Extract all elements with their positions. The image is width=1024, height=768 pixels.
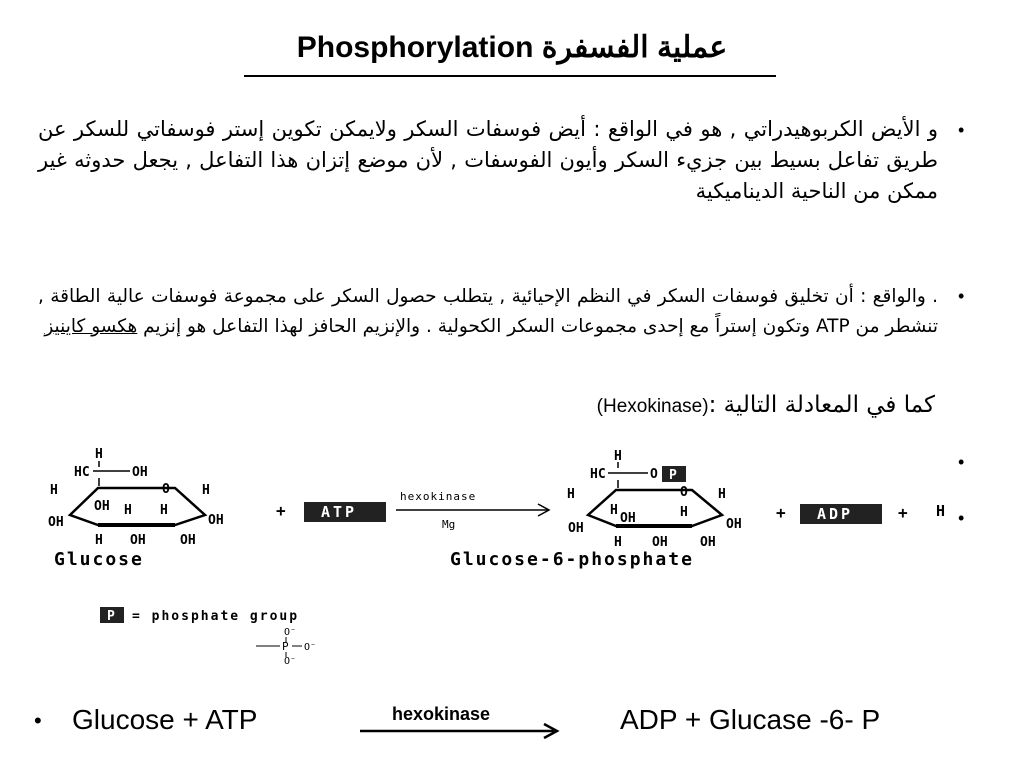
atom-label: HC <box>590 467 606 482</box>
atom-label: H <box>614 535 622 550</box>
atom-label: H <box>124 503 132 518</box>
equation-reactants: Glucose + ATP <box>72 704 258 735</box>
bullet-marker: • <box>958 508 965 528</box>
atom-label: OH <box>130 533 146 548</box>
atp-label: ATP <box>321 503 358 521</box>
bullet-marker: • <box>958 286 965 306</box>
atom-label: OH <box>652 535 668 550</box>
atom-label: OH <box>208 513 224 528</box>
atom-label: OH <box>180 533 196 548</box>
phosphate-legend <box>100 607 316 667</box>
atom-label: H <box>718 487 726 502</box>
page-title: Phosphorylation عملية الفسفرة <box>296 31 728 64</box>
equation-products: ADP + Glucase -6- P <box>620 704 881 735</box>
paragraph-synthesis-text: . والواقع : أن تخليق فوسفات السكر في النظم الإحيائية , يتطلب حصول السكر على مجموعة فوسفات عالية الطاقة , تنشطر من ATP وتكون إستراً مع إحدى مجموعات السكر الكحولية . والإنزيم الحافز لهذا التفاعل هو إنزيم <box>38 286 938 337</box>
atom-label: O⁻ <box>284 627 297 638</box>
glucose-label: Glucose <box>54 549 144 570</box>
paragraph-synthesis <box>38 282 938 342</box>
atom-label: O <box>650 467 658 482</box>
atom-label: H <box>680 505 688 520</box>
atom-label: H <box>160 503 168 518</box>
atom-label: H <box>614 449 622 464</box>
plus-sign: + <box>276 501 286 520</box>
atom-label: H <box>95 447 103 462</box>
atom-label: H <box>202 483 210 498</box>
enzyme-name-english: (Hexokinase) <box>596 396 709 417</box>
atom-label: H <box>567 487 575 502</box>
legend-definition: = phosphate group <box>132 609 300 624</box>
bullet-marker: • <box>958 120 965 140</box>
atom-label: OH <box>568 521 584 536</box>
bullet-marker: • <box>958 452 965 472</box>
equation-arrow <box>358 722 564 740</box>
atom-label: O <box>680 485 688 500</box>
atom-label: OH <box>700 535 716 550</box>
hydrogen-ion: H <box>936 502 946 520</box>
plus-sign: + <box>776 503 786 522</box>
plus-sign: + <box>898 503 908 522</box>
bullet-marker: • <box>34 708 42 733</box>
title-underline <box>244 75 776 77</box>
arrow-enzyme-label: hexokinase <box>400 490 477 503</box>
equation-enzyme: hexokinase <box>392 704 491 724</box>
atom-label: OH <box>48 515 64 530</box>
reaction-diagram <box>40 440 1000 670</box>
atom-label: OH <box>620 511 636 526</box>
atom-label: H <box>610 503 618 518</box>
atom-label: OH <box>132 465 148 480</box>
arrow-cofactor-label: Mg <box>442 518 456 531</box>
paragraph-equation-intro <box>430 392 935 418</box>
paragraph-metabolism: و الأيض الكربوهيدراتي , هو في الواقع : أيض فوسفات السكر ولايمكن تكوين إستر فوسفاتي للسكر عن طريق تفاعل بسيط بين جزيء السكر وأيون الفوسفات , لأن موضع إتزان هذا التفاعل , يجعل حدوثه غير ممكن من الناحية الديناميكية <box>38 117 938 203</box>
phosphate-letter: P <box>669 468 677 483</box>
atom-label: HC <box>74 465 90 480</box>
atom-label: O⁻ <box>284 656 297 667</box>
g6p-label: Glucose-6-phosphate <box>450 549 694 570</box>
atom-label: OH <box>726 517 742 532</box>
atom-label: O <box>162 482 170 497</box>
atom-label: OH <box>94 499 110 514</box>
atom-label: H <box>95 533 103 548</box>
legend-p-letter: P <box>107 609 115 624</box>
enzyme-name-arabic: هكسو كاينيز <box>44 316 138 337</box>
adp-label: ADP <box>817 505 854 523</box>
atom-label: H <box>50 483 58 498</box>
atom-label: O⁻ <box>304 642 317 653</box>
glucose-structure <box>48 447 224 570</box>
atom-label: P <box>282 640 289 653</box>
equation-intro-text: كما في المعادلة التالية : <box>708 392 935 418</box>
